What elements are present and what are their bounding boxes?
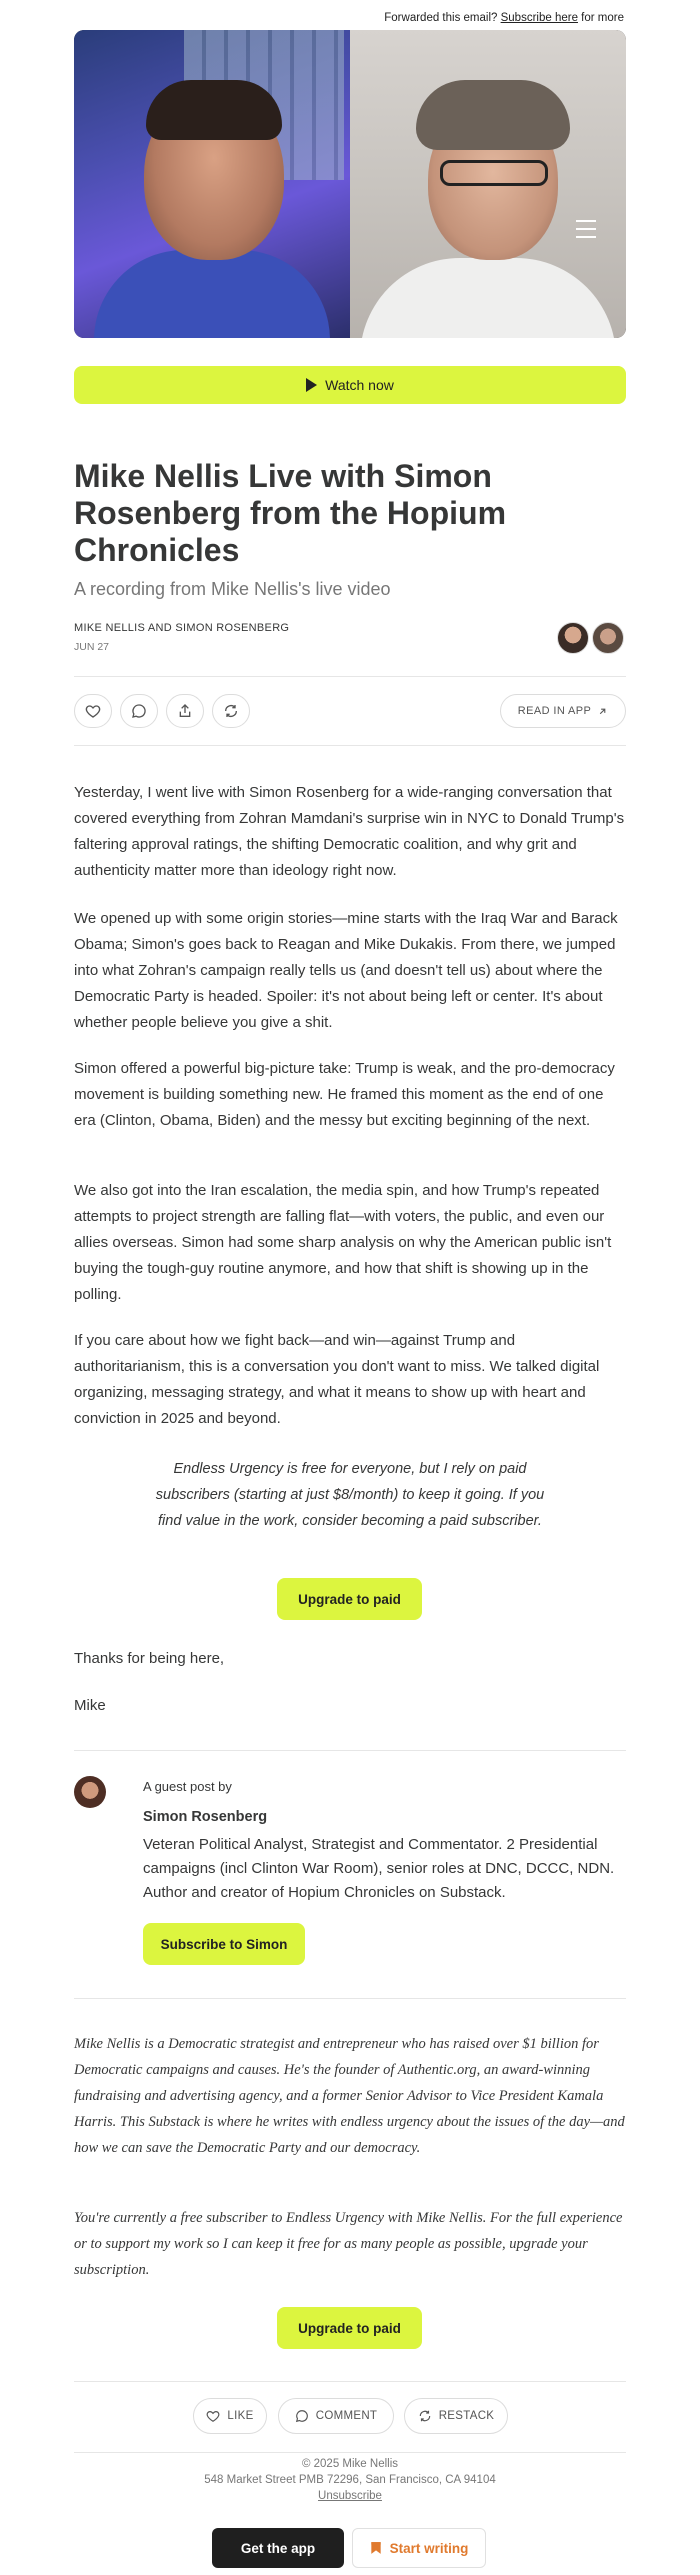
comment-icon — [295, 2409, 309, 2423]
author-avatar-mike[interactable] — [557, 622, 589, 654]
divider — [74, 2452, 626, 2453]
divider — [74, 745, 626, 746]
footer-address: 548 Market Street PMB 72296, San Francisco, CA 94104 — [204, 2474, 496, 2486]
participant-hair — [416, 80, 570, 150]
post-date: JUN 27 — [74, 641, 110, 653]
menu-icon — [576, 220, 596, 238]
forward-prefix: Forwarded this email? — [384, 12, 498, 24]
like-label: LIKE — [227, 2410, 254, 2422]
body-paragraph-3: Simon offered a powerful big-picture take: Trump is weak, and the pro-democracy movement is building something new. He framed this moment as the end of one era (Clinton, Obama, Biden) and the messy but exciting beginning of the next. — [74, 1060, 615, 1129]
restack-icon — [223, 703, 239, 719]
share-icon — [177, 703, 193, 719]
restack-icon — [418, 2409, 432, 2423]
signature: Mike — [74, 1697, 106, 1714]
watch-now-button[interactable] — [74, 366, 626, 404]
bookmark-icon — [370, 2541, 382, 2555]
subscribe-to-simon-button[interactable]: Subscribe to Simon — [143, 1923, 305, 1965]
body-paragraph-4: We also got into the Iran escalation, the media spin, and how Trump's repeated attempts to project strength are falling flat—with voters, the public, and even our allies overseas. Simon had some sharp analysis on why the American public isn't buying the tough-guy routine anymore, and how that shift is showing up in the polling. — [74, 1182, 612, 1303]
body-paragraph-1: Yesterday, I went live with Simon Rosenberg for a wide-ranging conversation that covered everything from Zohran Mamdani's surprise win in NYC to Donald Trump's faltering approval ratings, the shifting Democratic coalition, and why grit and authenticity matter more than ideology right now. — [74, 784, 625, 879]
author-about: Mike Nellis is a Democratic strategist and entrepreneur who has raised over $1 billion for Democratic campaigns and causes. He's the founder of Authentic.org, an award-winning fundraising and advertising agency, and a former Senior Advisor to Vice President Kamala Harris. This Substack is where he writes with endless urgency about the issues of the day—and how we can save the Democratic Party and our democracy. — [74, 2036, 625, 2156]
read-in-app-label: READ IN APP — [517, 705, 592, 717]
start-writing-label: Start writing — [389, 2540, 469, 2556]
guest-avatar[interactable] — [74, 1776, 106, 1808]
watch-now-label: Watch now — [325, 377, 394, 393]
video-left-participant — [74, 30, 350, 338]
video-thumbnail[interactable] — [74, 30, 626, 338]
guest-name[interactable]: Simon Rosenberg — [143, 1809, 268, 1825]
divider — [74, 1998, 626, 1999]
divider — [74, 676, 626, 677]
guest-post-label: A guest post by — [143, 1779, 232, 1794]
free-subscriber-note: You're currently a free subscriber to Endless Urgency with Mike Nellis. For the full experience or to support my work so I can keep it free for as many people as possible, upgrade your subscription. — [74, 2210, 623, 2278]
post-title: Mike Nellis Live with Simon Rosenberg from the Hopium Chronicles — [74, 458, 507, 568]
restack-icon-button[interactable] — [212, 694, 250, 728]
like-icon-button[interactable] — [74, 694, 112, 728]
body-paragraph-5: If you care about how we fight back—and win—against Trump and authoritarianism, this is a conversation you don't want to miss. We talked digital organizing, messaging strategy, and what it means to show up with heart and conviction in 2025 and beyond. — [74, 1332, 600, 1427]
thanks-line: Thanks for being here, — [74, 1650, 225, 1667]
forward-suffix: for more — [581, 12, 624, 24]
upgrade-to-paid-button-footer[interactable]: Upgrade to paid — [277, 2307, 422, 2349]
participant-hair — [146, 80, 282, 140]
like-button[interactable] — [193, 2398, 267, 2434]
get-the-app-button[interactable]: Get the app — [212, 2528, 344, 2568]
video-right-participant — [350, 30, 626, 338]
play-icon — [306, 378, 317, 392]
heart-icon — [206, 2409, 220, 2423]
body-paragraph-2: We opened up with some origin stories—mine starts with the Iraq War and Barack Obama; Simon's goes back to Reagan and Mike Dukakis. From there, we jumped into what Zohran's campaign really tells us (and doesn't tell us) about where the Democratic Party is headed. Spoiler: it's not about being left or center. It's about whether people believe you give a shit. — [74, 910, 618, 1031]
external-arrow-icon — [597, 706, 608, 717]
participant-body — [360, 258, 616, 338]
footer-copyright: © 2025 Mike Nellis — [301, 2458, 399, 2470]
footer-unsubscribe-wrap — [0, 2490, 700, 2502]
paid-promo: Endless Urgency is free for everyone, but I rely on paid subscribers (starting at just $8/month) to keep it going. If you find value in the work, consider becoming a paid subscriber. — [155, 1461, 545, 1529]
divider — [74, 1750, 626, 1751]
unsubscribe-link[interactable]: Unsubscribe — [318, 2490, 382, 2502]
participant-body — [94, 250, 330, 338]
restack-button[interactable] — [404, 2398, 508, 2434]
comment-icon — [131, 703, 147, 719]
comment-icon-button[interactable] — [120, 694, 158, 728]
guest-bio: Veteran Political Analyst, Strategist and Commentator. 2 Presidential campaigns (incl Clinton War Room), senior roles at DNC, DCCC, NDN. Author and creator of Hopium Chronicles on Substack. — [143, 1836, 615, 1901]
upgrade-to-paid-button[interactable]: Upgrade to paid — [277, 1578, 422, 1620]
subscribe-here-link[interactable]: Subscribe here — [500, 12, 578, 24]
post-subtitle: A recording from Mike Nellis's live video — [74, 579, 391, 599]
share-icon-button[interactable] — [166, 694, 204, 728]
forward-notice — [384, 12, 624, 24]
comment-label: COMMENT — [315, 2410, 378, 2422]
start-writing-button[interactable] — [352, 2528, 486, 2568]
glasses — [440, 160, 548, 186]
comment-button[interactable] — [278, 2398, 394, 2434]
author-avatar-simon[interactable] — [592, 622, 624, 654]
restack-label: RESTACK — [438, 2410, 495, 2422]
heart-icon — [85, 703, 101, 719]
read-in-app-button[interactable] — [500, 694, 626, 728]
post-authors[interactable]: MIKE NELLIS AND SIMON ROSENBERG — [74, 622, 290, 634]
divider — [74, 2381, 626, 2382]
